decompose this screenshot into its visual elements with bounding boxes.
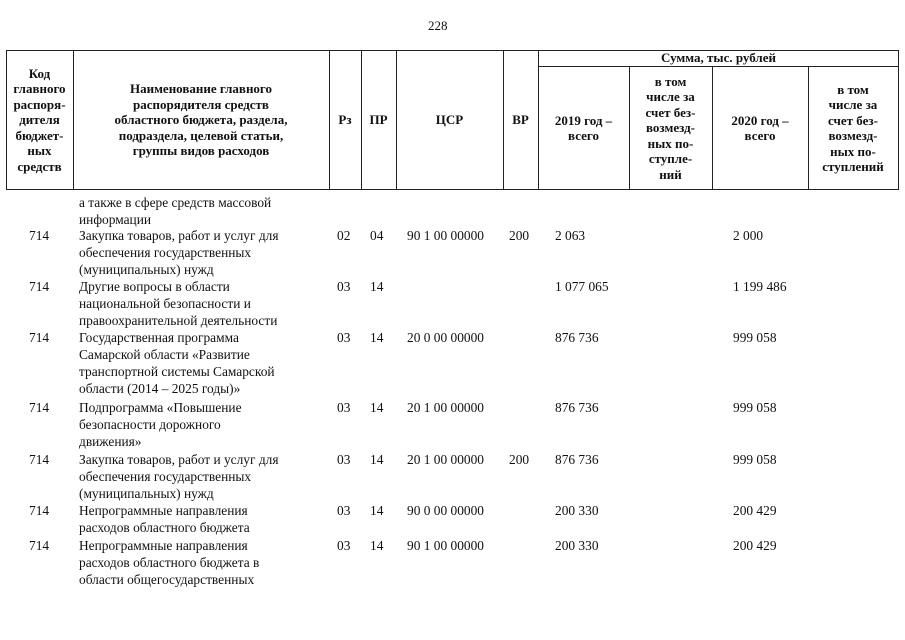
cell-rz: 03 <box>337 400 351 415</box>
header-2020-free: в том числе за счет без- возмезд- ных по- ступлений <box>822 81 884 174</box>
cell-name: Государственная программа Самарской области «Развитие транспортной системы Самарской области (2014 – 2025 годы)» <box>79 330 275 396</box>
header-sum: Сумма, тыс. рублей <box>661 50 776 66</box>
cell-rz: 03 <box>337 279 351 294</box>
header-csr: ЦСР <box>435 112 464 128</box>
cell-2019-total: 2 063 <box>555 228 586 243</box>
header-2020-total: 2020 год – всего <box>731 112 789 143</box>
cell-2019-total: 876 736 <box>555 400 599 415</box>
cell-csr: 90 1 00 00000 <box>407 228 484 243</box>
cell-name: Закупка товаров, работ и услуг для обеспечения государственных (муниципальных) нужд <box>79 228 279 277</box>
cell-rz: 03 <box>337 330 351 345</box>
cell-2020-total: 999 058 <box>733 330 777 345</box>
cell-csr: 90 1 00 00000 <box>407 538 484 553</box>
cell-2020-total: 200 429 <box>733 503 777 518</box>
cell-2020-total: 200 429 <box>733 538 777 553</box>
cell-2020-total: 1 199 486 <box>733 279 787 294</box>
cell-rz: 03 <box>337 503 351 518</box>
cell-pr: 14 <box>370 503 384 518</box>
header-code: Код главного распоря- дителя бюджет- ных средств <box>13 65 66 174</box>
header-2019-total: 2019 год – всего <box>554 112 613 143</box>
cell-rz: 03 <box>337 452 351 467</box>
cell-code: 714 <box>29 452 50 467</box>
cell-name: Другие вопросы в области национальной безопасности и правоохранительной деятельности <box>79 279 278 328</box>
cell-pr: 14 <box>370 279 384 294</box>
cell-name: а также в сфере средств массовой информации <box>79 195 272 227</box>
cell-name: Непрограммные направления расходов областного бюджета <box>79 503 250 535</box>
cell-code: 714 <box>29 503 50 518</box>
header-2019-free: в том числе за счет без- возмезд- ных по- ступле- ний <box>645 73 696 182</box>
cell-code: 714 <box>29 538 50 553</box>
cell-csr: 90 0 00 00000 <box>407 503 484 518</box>
cell-2020-total: 999 058 <box>733 400 777 415</box>
cell-2020-total: 2 000 <box>733 228 764 243</box>
header-name: Наименование главного распорядителя средств областного бюджета, раздела, подраздела, целевой статьи, группы видов расходов <box>114 81 288 159</box>
header-vr: ВР <box>512 112 529 128</box>
cell-2019-total: 200 330 <box>555 503 599 518</box>
cell-2020-total: 999 058 <box>733 452 777 467</box>
cell-rz: 02 <box>337 228 351 243</box>
cell-vr: 200 <box>509 228 530 243</box>
cell-name: Подпрограмма «Повышение безопасности дорожного движения» <box>79 400 242 449</box>
cell-csr: 20 1 00 00000 <box>407 400 484 415</box>
cell-code: 714 <box>29 279 50 294</box>
cell-vr: 200 <box>509 452 530 467</box>
table-header <box>6 50 899 190</box>
cell-2019-total: 200 330 <box>555 538 599 553</box>
cell-pr: 14 <box>370 452 384 467</box>
cell-name: Закупка товаров, работ и услуг для обеспечения государственных (муниципальных) нужд <box>79 452 279 501</box>
cell-2019-total: 876 736 <box>555 452 599 467</box>
cell-2019-total: 1 077 065 <box>555 279 609 294</box>
header-rz: Рз <box>338 112 352 128</box>
cell-2019-total: 876 736 <box>555 330 599 345</box>
cell-csr: 20 0 00 00000 <box>407 330 484 345</box>
page-number: 228 <box>428 18 448 33</box>
cell-pr: 14 <box>370 400 384 415</box>
cell-code: 714 <box>29 330 50 345</box>
cell-pr: 04 <box>370 228 384 243</box>
cell-code: 714 <box>29 400 50 415</box>
cell-csr: 20 1 00 00000 <box>407 452 484 467</box>
cell-rz: 03 <box>337 538 351 553</box>
cell-pr: 14 <box>370 538 384 553</box>
cell-pr: 14 <box>370 330 384 345</box>
cell-name: Непрограммные направления расходов областного бюджета в области общегосударственных <box>79 538 260 587</box>
cell-code: 714 <box>29 228 50 243</box>
header-pr: ПР <box>369 112 388 128</box>
